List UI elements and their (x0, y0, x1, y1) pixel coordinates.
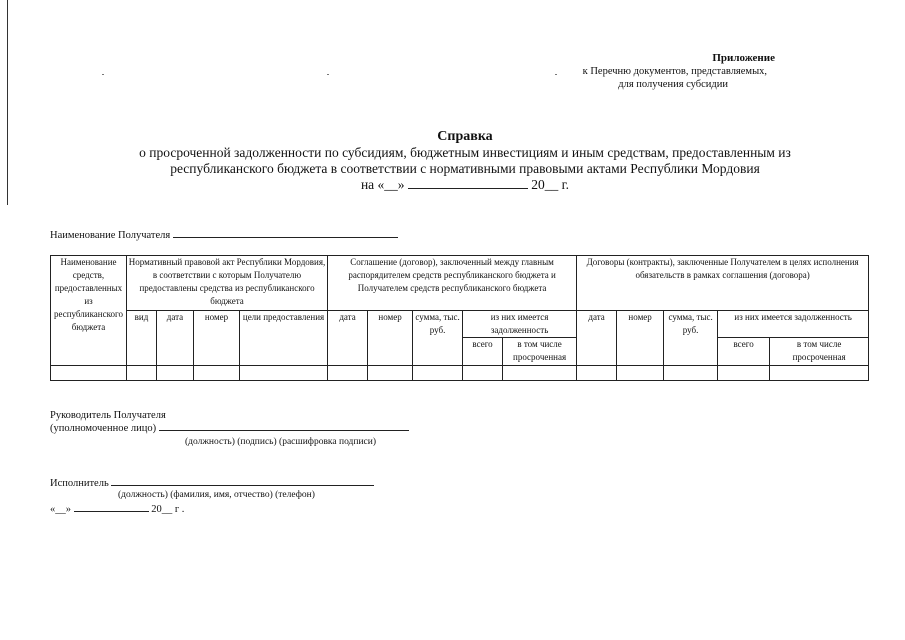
cell[interactable] (368, 366, 413, 381)
executor-label: Исполнитель (50, 478, 109, 489)
sig-date-prefix: «__» (50, 504, 71, 515)
sig-date-suffix: г . (174, 504, 185, 515)
head-sub-label: (уполномоченное лицо) (50, 423, 157, 434)
cell[interactable] (413, 366, 463, 381)
cell[interactable] (51, 366, 127, 381)
scan-speck (102, 74, 104, 75)
header-contract-date: дата (577, 311, 617, 366)
cell[interactable] (328, 366, 368, 381)
executor-signature-caption: (должность) (фамилия, имя, отчество) (телефон) (118, 490, 315, 500)
header-contract-debt: из них имеется задолженность (718, 311, 869, 338)
sig-date-blank (74, 511, 149, 512)
header-agreement: Соглашение (договор), заключенный между главным распорядителем средств республиканского бюджета и Получателем средств республиканского бюджета (328, 256, 577, 311)
sig-date-year: 20__ (151, 504, 173, 515)
head-label: Руководитель Получателя (50, 410, 166, 421)
date-month-blank (408, 188, 528, 189)
head-signature-blank (159, 430, 409, 431)
cell[interactable] (240, 366, 328, 381)
head-signature-block (50, 409, 409, 435)
recipient-blank (173, 237, 398, 238)
signature-date-line (50, 503, 184, 516)
date-suffix: г. (561, 177, 570, 192)
cell[interactable] (503, 366, 577, 381)
recipient-line (50, 230, 398, 241)
cell[interactable] (617, 366, 664, 381)
cell[interactable] (463, 366, 503, 381)
header-agreement-date: дата (328, 311, 368, 366)
head-signature-caption: (должность) (подпись) (расшифровка подписи) (185, 437, 377, 447)
appendix-line-3: для получения субсидии (618, 79, 728, 90)
document-date-line (60, 177, 870, 193)
document-heading (60, 128, 870, 193)
cell[interactable] (194, 366, 240, 381)
cell[interactable] (127, 366, 157, 381)
document-subtitle-line-2: республиканского бюджета в соответствии с нормативными правовыми актами Республики Мордовия (170, 161, 760, 176)
header-act-number: номер (194, 311, 240, 366)
executor-signature-blank (111, 485, 374, 486)
scan-speck (555, 74, 557, 75)
header-act-date: дата (157, 311, 194, 366)
cell[interactable] (157, 366, 194, 381)
header-contract-sum: сумма, тыс. руб. (664, 311, 718, 366)
executor-signature-block (50, 477, 374, 490)
table-row (51, 366, 869, 381)
header-agreement-sum: сумма, тыс. руб. (413, 311, 463, 366)
date-prefix: на «__» (360, 177, 405, 192)
cell[interactable] (718, 366, 770, 381)
header-act-type: вид (127, 311, 157, 366)
header-act-purpose: цели предоставления (240, 311, 328, 366)
scan-speck (327, 74, 329, 75)
debt-table (50, 255, 869, 381)
date-year: 20__ (531, 177, 559, 192)
header-agreement-debt: из них имеется задолженность (463, 311, 577, 338)
cell[interactable] (770, 366, 869, 381)
document-title: Справка (437, 129, 493, 144)
header-contract-debt-overdue: в том числе просроченная (770, 338, 869, 366)
cell[interactable] (664, 366, 718, 381)
header-agreement-debt-overdue: в том числе просроченная (503, 338, 577, 366)
header-contract-number: номер (617, 311, 664, 366)
header-agreement-debt-total: всего (463, 338, 503, 366)
appendix-title: Приложение (712, 52, 775, 64)
appendix-note (583, 52, 775, 91)
header-contracts: Договоры (контракты), заключенные Получателем в целях исполнения обязательств в рамках соглашения (договора) (577, 256, 869, 311)
header-agreement-number: номер (368, 311, 413, 366)
left-margin-rule (7, 0, 8, 205)
header-contract-debt-total: всего (718, 338, 770, 366)
recipient-label: Наименование Получателя (50, 230, 171, 241)
cell[interactable] (577, 366, 617, 381)
header-legal-act: Нормативный правовой акт Республики Мордовия, в соответствии с которым Получателю предоставлены средства из республиканского бюджета (127, 256, 328, 311)
header-fund-name: Наименование средств, предоставленных из республиканского бюджета (51, 256, 127, 366)
document-subtitle-line-1: о просроченной задолженности по субсидиям, бюджетным инвестициям и иным средствам, предоставленным из (139, 145, 791, 160)
appendix-line-2: к Перечню документов, представляемых, (582, 66, 767, 77)
